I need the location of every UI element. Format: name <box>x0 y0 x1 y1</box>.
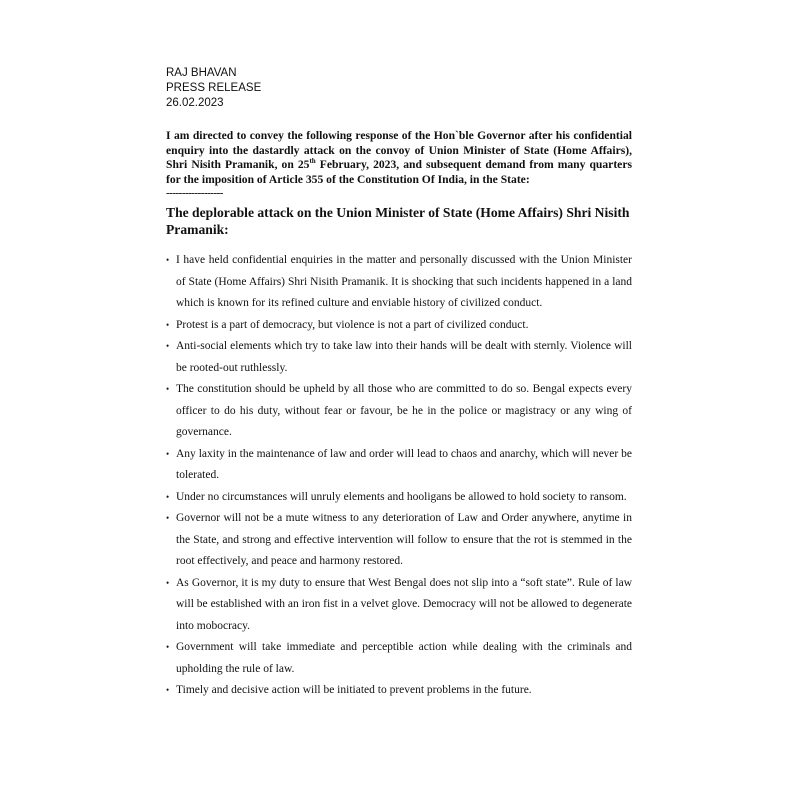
bullet-icon: • <box>166 685 170 696</box>
bullet-icon: • <box>166 448 170 459</box>
intro-text-part2: February, 2023, and subsequent demand from many quarters for the imposition of Article 355 of the Constitution Of India, in the State: <box>166 158 632 186</box>
section-heading: The deplorable attack on the Union Minister of State (Home Affairs) Shri Nisith Pramanik: <box>166 205 630 237</box>
bullet-icon: • <box>166 491 170 502</box>
list-item <box>166 508 632 573</box>
list-item <box>166 250 632 315</box>
list-item-text: Government will take immediate and perceptible action while dealing with the criminals and upholding the rule of law. <box>176 641 632 675</box>
list-item-text: Under no circumstances will unruly elements and hooligans be allowed to hold society to ransom. <box>176 490 627 503</box>
list-item <box>166 379 632 444</box>
bullet-icon: • <box>166 255 170 266</box>
letterhead <box>166 66 632 111</box>
list-item <box>166 487 632 509</box>
separator-line: ------------------ <box>166 187 223 200</box>
intro-date-superscript: th <box>309 157 316 166</box>
bullet-icon: • <box>166 319 170 330</box>
document-type: PRESS RELEASE <box>166 82 262 94</box>
bullet-icon: • <box>166 513 170 524</box>
list-item <box>166 336 632 379</box>
list-item-text: Timely and decisive action will be initiated to prevent problems in the future. <box>176 684 532 697</box>
intro-paragraph <box>166 129 632 187</box>
list-item-text: Protest is a part of democracy, but violence is not a part of civilized conduct. <box>176 318 529 331</box>
list-item-text: Governor will not be a mute witness to any deterioration of Law and Order anywhere, anytime in the State, and strong and effective intervention will follow to ensure that the rot is stemmed in the root effectively, and peace and harmony restored. <box>176 512 632 568</box>
list-item-text: I have held confidential enquiries in the matter and personally discussed with the Union Minister of State (Home Affairs) Shri Nisith Pramanik. It is shocking that such incidents happened in a land which is known for its refined culture and enviable history of civilized conduct. <box>176 254 632 310</box>
points-list <box>166 250 632 702</box>
bullet-icon: • <box>166 642 170 653</box>
office-name: RAJ BHAVAN <box>166 67 237 79</box>
bullet-icon: • <box>166 577 170 588</box>
list-item-text: Anti-social elements which try to take law into their hands will be dealt with sternly. Violence will be rooted-out ruthlessly. <box>176 340 632 374</box>
list-item-text: The constitution should be upheld by all those who are committed to do so. Bengal expects every officer to do his duty, without fear or favour, be he in the police or magistracy or any wing of governance. <box>176 383 632 439</box>
bullet-icon: • <box>166 341 170 352</box>
list-item <box>166 637 632 680</box>
list-item-text: Any laxity in the maintenance of law and order will lead to chaos and anarchy, which will never be tolerated. <box>176 447 632 482</box>
intro-text-part1: I am directed to convey the following response of the Hon`ble Governor after his confidential enquiry into the dastardly attack on the convoy of Union Minister of State (Home Affairs), Shri Nisith Pramanik, on 25 <box>166 129 632 172</box>
press-release-page <box>166 66 632 702</box>
release-date: 26.02.2023 <box>166 97 224 109</box>
list-item <box>166 573 632 638</box>
list-item <box>166 315 632 337</box>
bullet-icon: • <box>166 384 170 395</box>
list-item <box>166 680 632 702</box>
list-item-text: As Governor, it is my duty to ensure that West Bengal does not slip into a “soft state”. Rule of law will be established with an iron fist in a velvet glove. Democracy will not be allowed to degenerate into mobocracy. <box>176 576 632 632</box>
list-item <box>166 444 632 487</box>
